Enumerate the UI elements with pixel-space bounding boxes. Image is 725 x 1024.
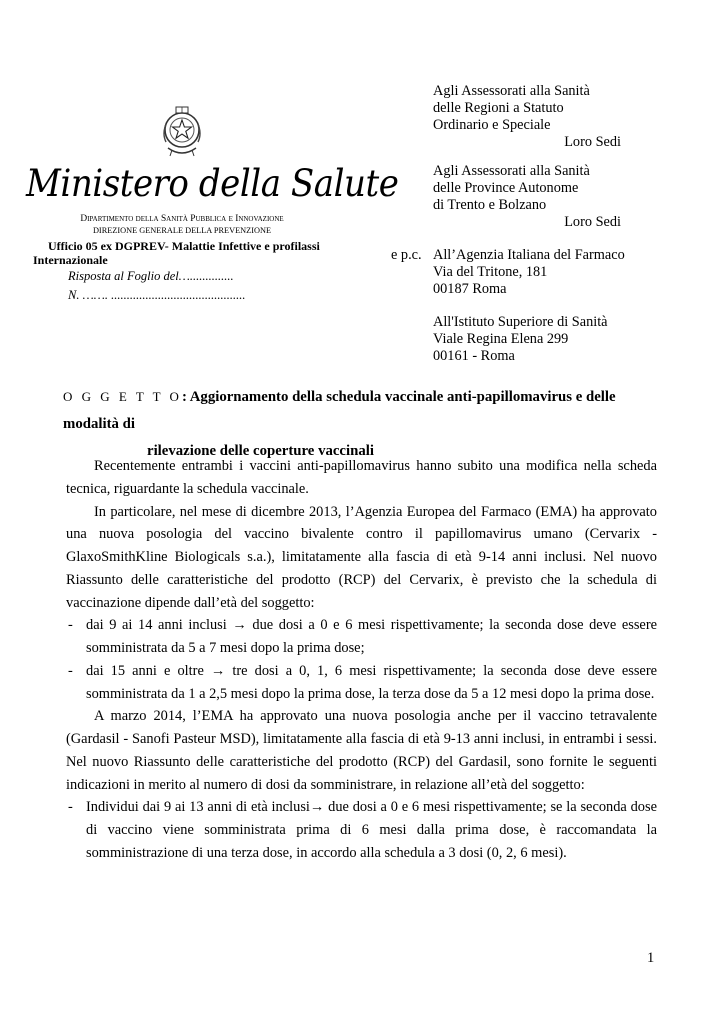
recipient-block-2: Agli Assessorati alla Sanità delle Province Autonome di Trento e Bolzano Loro Sedi xyxy=(433,163,621,230)
paragraph: In particolare, nel mese di dicembre 2013, l’Agenzia Europea del Farmaco (EMA) ha approvato una nuova posologia del vaccino bivalente contro il papillomavirus umano (Cervarix - GlaxoSmithKline Biologicals s.a.), limitatamente alla fascia di età 9-14 anni inclusi. Nel nuovo Riassunto delle caratteristiche del prodotto (RCP) del Cervarix, è previsto che la schedula di vaccinazione dipende dall’età del soggetto: xyxy=(66,503,657,611)
paragraph: Recentemente entrambi i vaccini anti-papillomavirus hanno subito una modifica nella scheda tecnica, riguardante la schedula vaccinale. xyxy=(66,458,657,497)
numero-field: N. ……. ........................................... xyxy=(68,288,246,302)
list-item: - dai 9 ai 14 anni inclusi → due dosi a 0 e 6 mesi rispettivamente; la seconda dose deve essere somministrata da 5 a 7 mesi dopo la prima dose; xyxy=(68,617,657,656)
page-number: 1 xyxy=(647,950,655,966)
cc-recipient-block-1: All’Agenzia Italiana del Farmaco Via del Tritone, 181 00187 Roma xyxy=(433,247,625,297)
list-item: - Individui dai 9 ai 13 anni di età inclusi→ due dosi a 0 e 6 mesi rispettivamente; se la seconda dose di vaccino viene somministrata prima di 6 mesi dalla prima dose, è raccomandata la somministrazione di una terza dose, in accordo alla schedula a 3 dosi (0, 2, 6 mesi). xyxy=(68,799,657,861)
department-line: Dipartimento della Sanità Pubblica e Innovazione xyxy=(80,214,284,224)
ministry-logo-text: Ministero della Salute xyxy=(26,162,399,205)
paragraph: A marzo 2014, l’EMA ha approvato una nuova posologia anche per il vaccino tetravalente (Gardasil - Sanofi Pasteur MSD), limitatamente alla fascia di età 9-13 anni inclusi, in entrambi i sessi. Nel nuovo Riassunto delle caratteristiche del prodotto (RCP) del Gardasil, sono fornite le seguenti indicazioni in merito al numero di dosi da somministrare, in relazione all’età del soggetto: xyxy=(66,708,657,793)
ufficio-line-2: Internazionale xyxy=(33,253,108,267)
subject-line-2: rilevazione delle coperture vaccinali xyxy=(147,443,374,459)
ep-label: e p.c. xyxy=(391,247,422,263)
cc-recipient-block-2: All'Istituto Superiore di Sanità Viale Regina Elena 299 00161 - Roma xyxy=(433,314,608,364)
subject-block xyxy=(63,383,663,465)
direzione-line: DIREZIONE GENERALE DELLA PREVENZIONE xyxy=(92,226,272,235)
subject-label: O G G E T T O xyxy=(63,389,182,404)
letter-body xyxy=(66,455,657,865)
italy-emblem-icon xyxy=(158,104,206,160)
list-item: - dai 15 anni e oltre → tre dosi a 0, 1, 6 mesi rispettivamente; la seconda dose deve essere somministrata da 1 a 2,5 mesi dopo la prima dose, la terza dose da 5 a 12 mesi dopo la prima dose. xyxy=(68,662,657,702)
ufficio-line: Ufficio 05 ex DGPREV- Malattie Infettive e profilassi xyxy=(48,239,320,253)
risposta-field: Risposta al Foglio del….............. xyxy=(68,269,234,283)
recipient-block-1: Agli Assessorati alla Sanità delle Regioni a Statuto Ordinario e Speciale Loro Sedi xyxy=(433,83,621,150)
subject-line-1: : Aggiornamento della schedula vaccinale anti-papillomavirus e delle modalità di xyxy=(63,389,616,432)
